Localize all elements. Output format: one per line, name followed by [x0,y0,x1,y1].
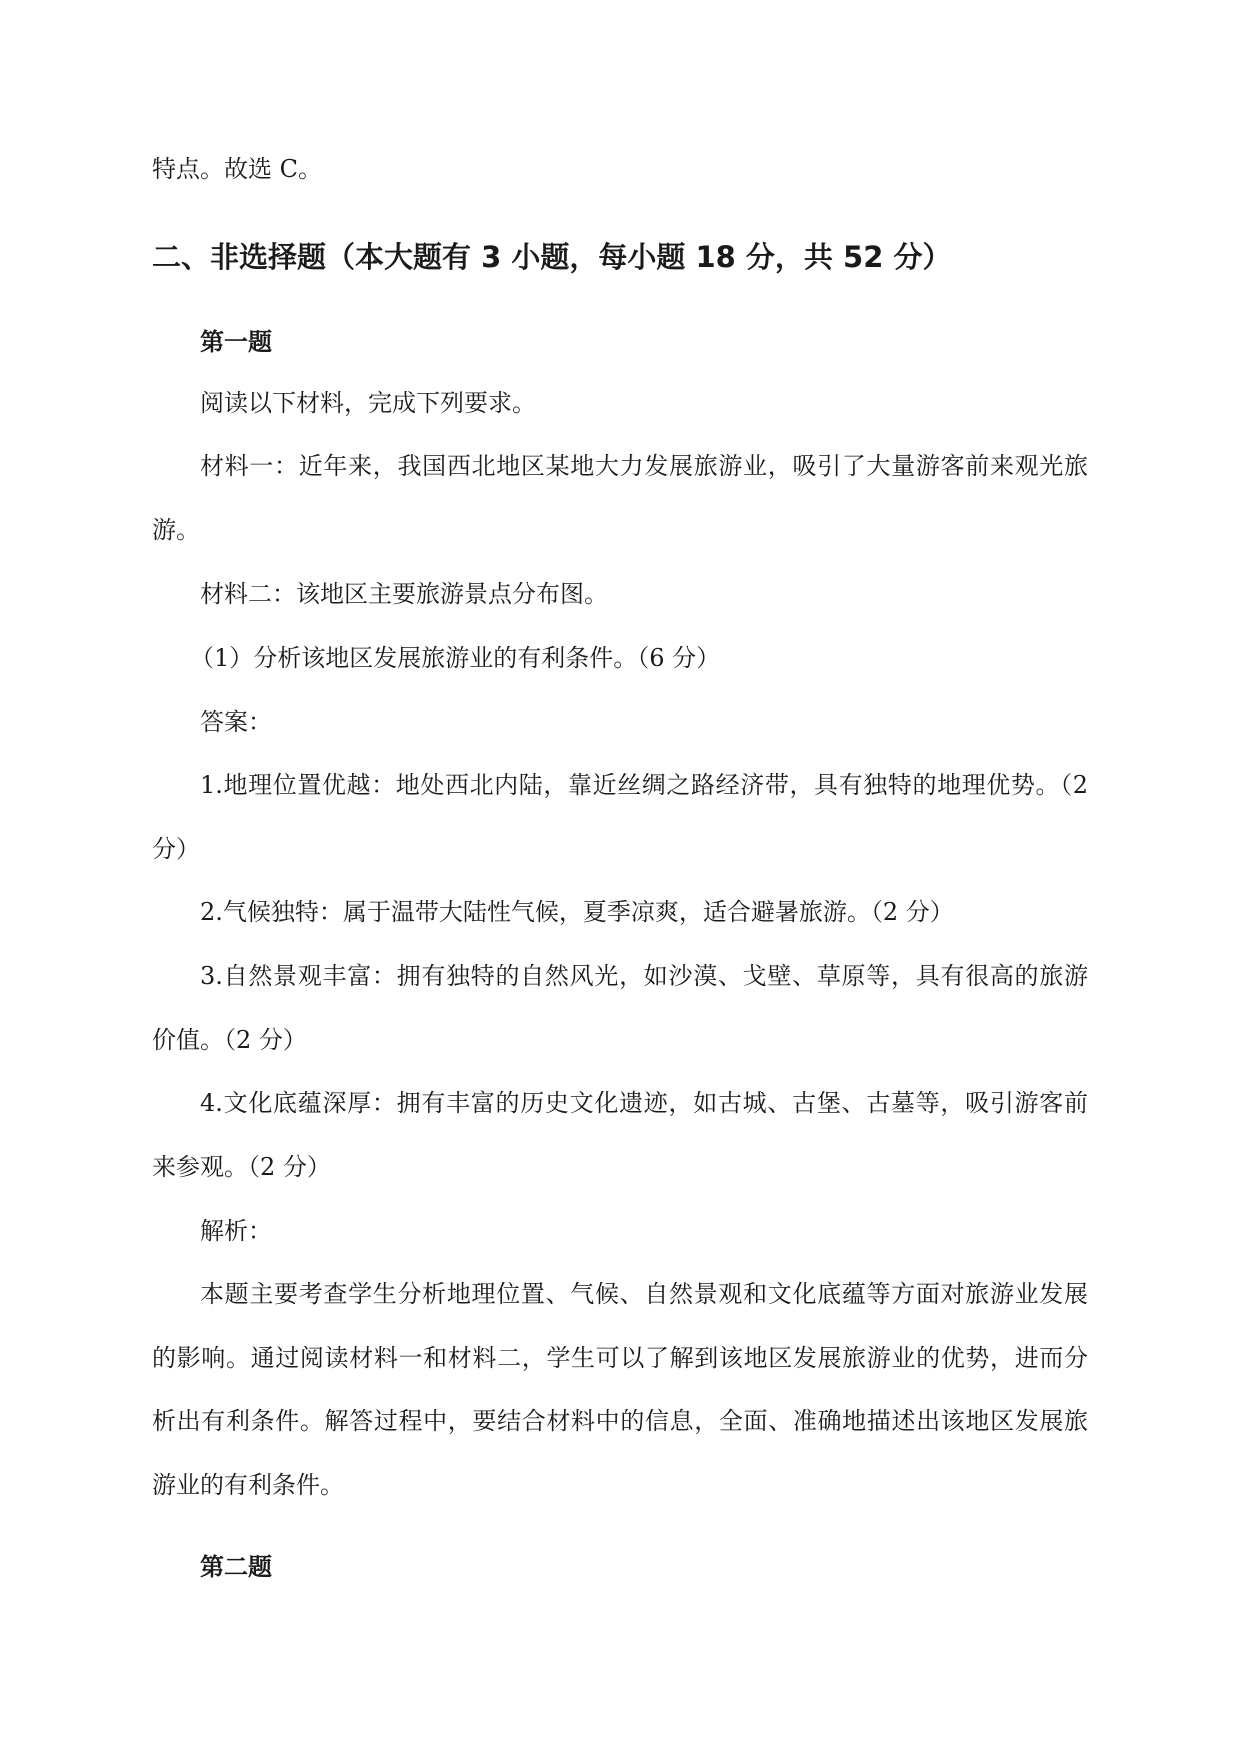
answer-line: 价值。（2 分） [152,1026,307,1054]
answer-line: 1.地理位置优越：地处西北内陆，靠近丝绸之路经济带，具有独特的地理优势。（2 [200,771,1088,799]
analysis-line: 析出有利条件。解答过程中，要结合材料中的信息，全面、准确地描述出该地区发展旅 [152,1407,1088,1435]
material-one-line: 游。 [152,516,200,544]
analysis-line: 的影响。通过阅读材料一和材料二，学生可以了解到该地区发展旅游业的优势，进而分 [152,1344,1088,1372]
answer-line: 3.自然景观丰富：拥有独特的自然风光，如沙漠、戈壁、草原等，具有很高的旅游 [200,962,1088,990]
analysis-line: 本题主要考查学生分析地理位置、气候、自然景观和文化底蕴等方面对旅游业发展 [200,1280,1088,1308]
analysis-label: 解析： [200,1217,272,1245]
answer-line: 2.气候独特：属于温带大陆性气候，夏季凉爽，适合避暑旅游。（2 分） [200,898,954,926]
instruction-text: 阅读以下材料，完成下列要求。 [200,389,536,417]
answer-label: 答案： [200,708,272,736]
question-title: 第二题 [200,1553,272,1581]
text-line: 特点。故选 C。 [152,155,322,183]
section-heading: 二、非选择题（本大题有 3 小题，每小题 18 分，共 52 分） [152,240,952,274]
sub-question: （1）分析该地区发展旅游业的有利条件。（6 分） [190,644,721,672]
answer-line: 分） [152,835,200,863]
question-title: 第一题 [200,328,272,356]
analysis-line: 游业的有利条件。 [152,1471,344,1499]
answer-line: 来参观。（2 分） [152,1153,331,1181]
material-one-line: 材料一：近年来，我国西北地区某地大力发展旅游业，吸引了大量游客前来观光旅 [200,452,1088,480]
answer-line: 4.文化底蕴深厚：拥有丰富的历史文化遗迹，如古城、古堡、古墓等，吸引游客前 [200,1089,1088,1117]
material-two-line: 材料二：该地区主要旅游景点分布图。 [200,580,608,608]
